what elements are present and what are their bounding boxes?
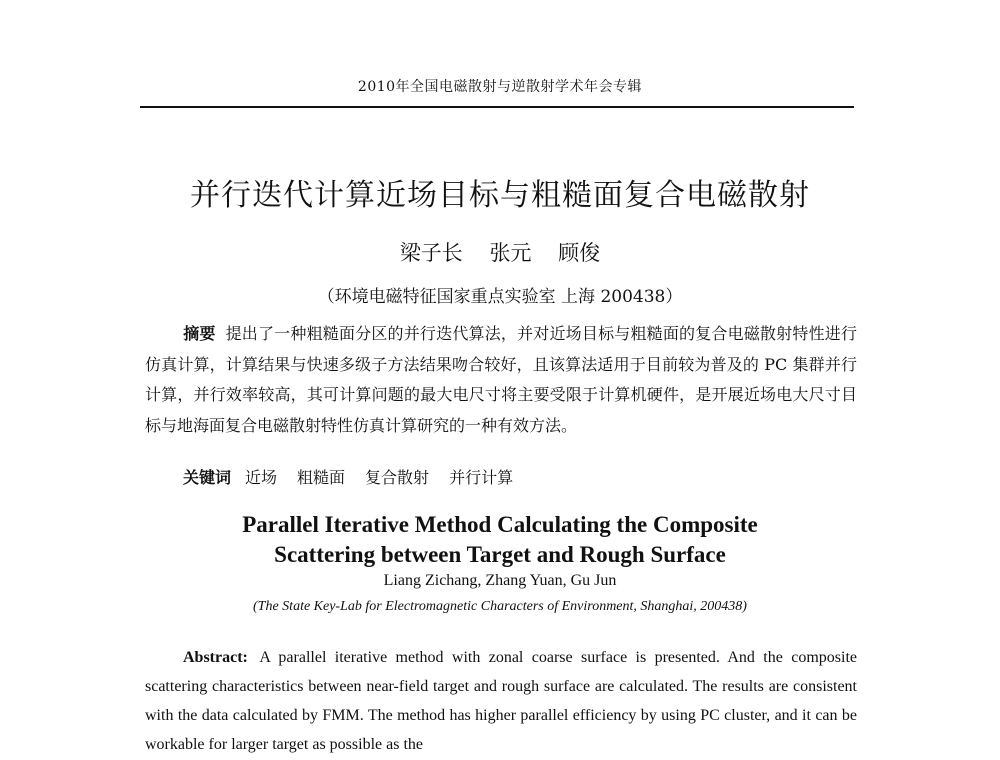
chinese-keywords-label: 关键词 <box>183 468 232 487</box>
running-header: 2010年全国电磁散射与逆散射学术年会专辑 <box>357 79 643 95</box>
keyword: 粗糙面 <box>297 468 346 487</box>
english-abstract <box>145 643 857 759</box>
chinese-abstract-text: 提出了一种粗糙面分区的并行迭代算法，并对近场目标与粗糙面的复合电磁散射特性进行仿真计算，计算结果与快速多级子方法结果吻合较好，且该算法适用于目前较为普及的 PC 集群并行计算，并行效率较高，其可计算问题的最大电尺寸将主要受限于计算机硬件，是开展近场电大尺寸目标与地海面复合电磁散射特性仿真计算研究的一种有效方法。 <box>145 324 857 435</box>
chinese-affiliation: （环境电磁特征国家重点实验室 上海 200438） <box>317 287 683 307</box>
header-rule <box>140 106 854 108</box>
chinese-keywords <box>145 465 857 488</box>
english-abstract-label: Abstract: <box>183 649 248 666</box>
keyword: 复合散射 <box>365 468 430 487</box>
keyword: 近场 <box>245 468 278 487</box>
english-authors: Liang Zichang, Zhang Yuan, Gu Jun <box>383 572 617 589</box>
english-title-line: Parallel Iterative Method Calculating the Composite <box>242 512 758 537</box>
chinese-title: 并行迭代计算近场目标与粗糙面复合电磁散射 <box>190 178 810 213</box>
english-abstract-text: A parallel iterative method with zonal coarse surface is presented. And the composite scattering characteristics between near-field target and rough surface are calculated. The results are consistent with the data calculated by FMM. The method has higher parallel efficiency by using PC cluster, and it can be workable for larger target as possible as the <box>145 649 857 753</box>
chinese-abstract <box>145 319 857 441</box>
chinese-abstract-label: 摘要 <box>183 324 216 343</box>
keyword: 并行计算 <box>449 468 514 487</box>
english-title-line: Scattering between Target and Rough Surface <box>274 542 726 567</box>
english-affiliation: (The State Key-Lab for Electromagnetic Characters of Environment, Shanghai, 200438) <box>253 599 747 614</box>
chinese-authors: 梁子长 张元 顾俊 <box>399 241 601 265</box>
english-title <box>150 510 850 570</box>
